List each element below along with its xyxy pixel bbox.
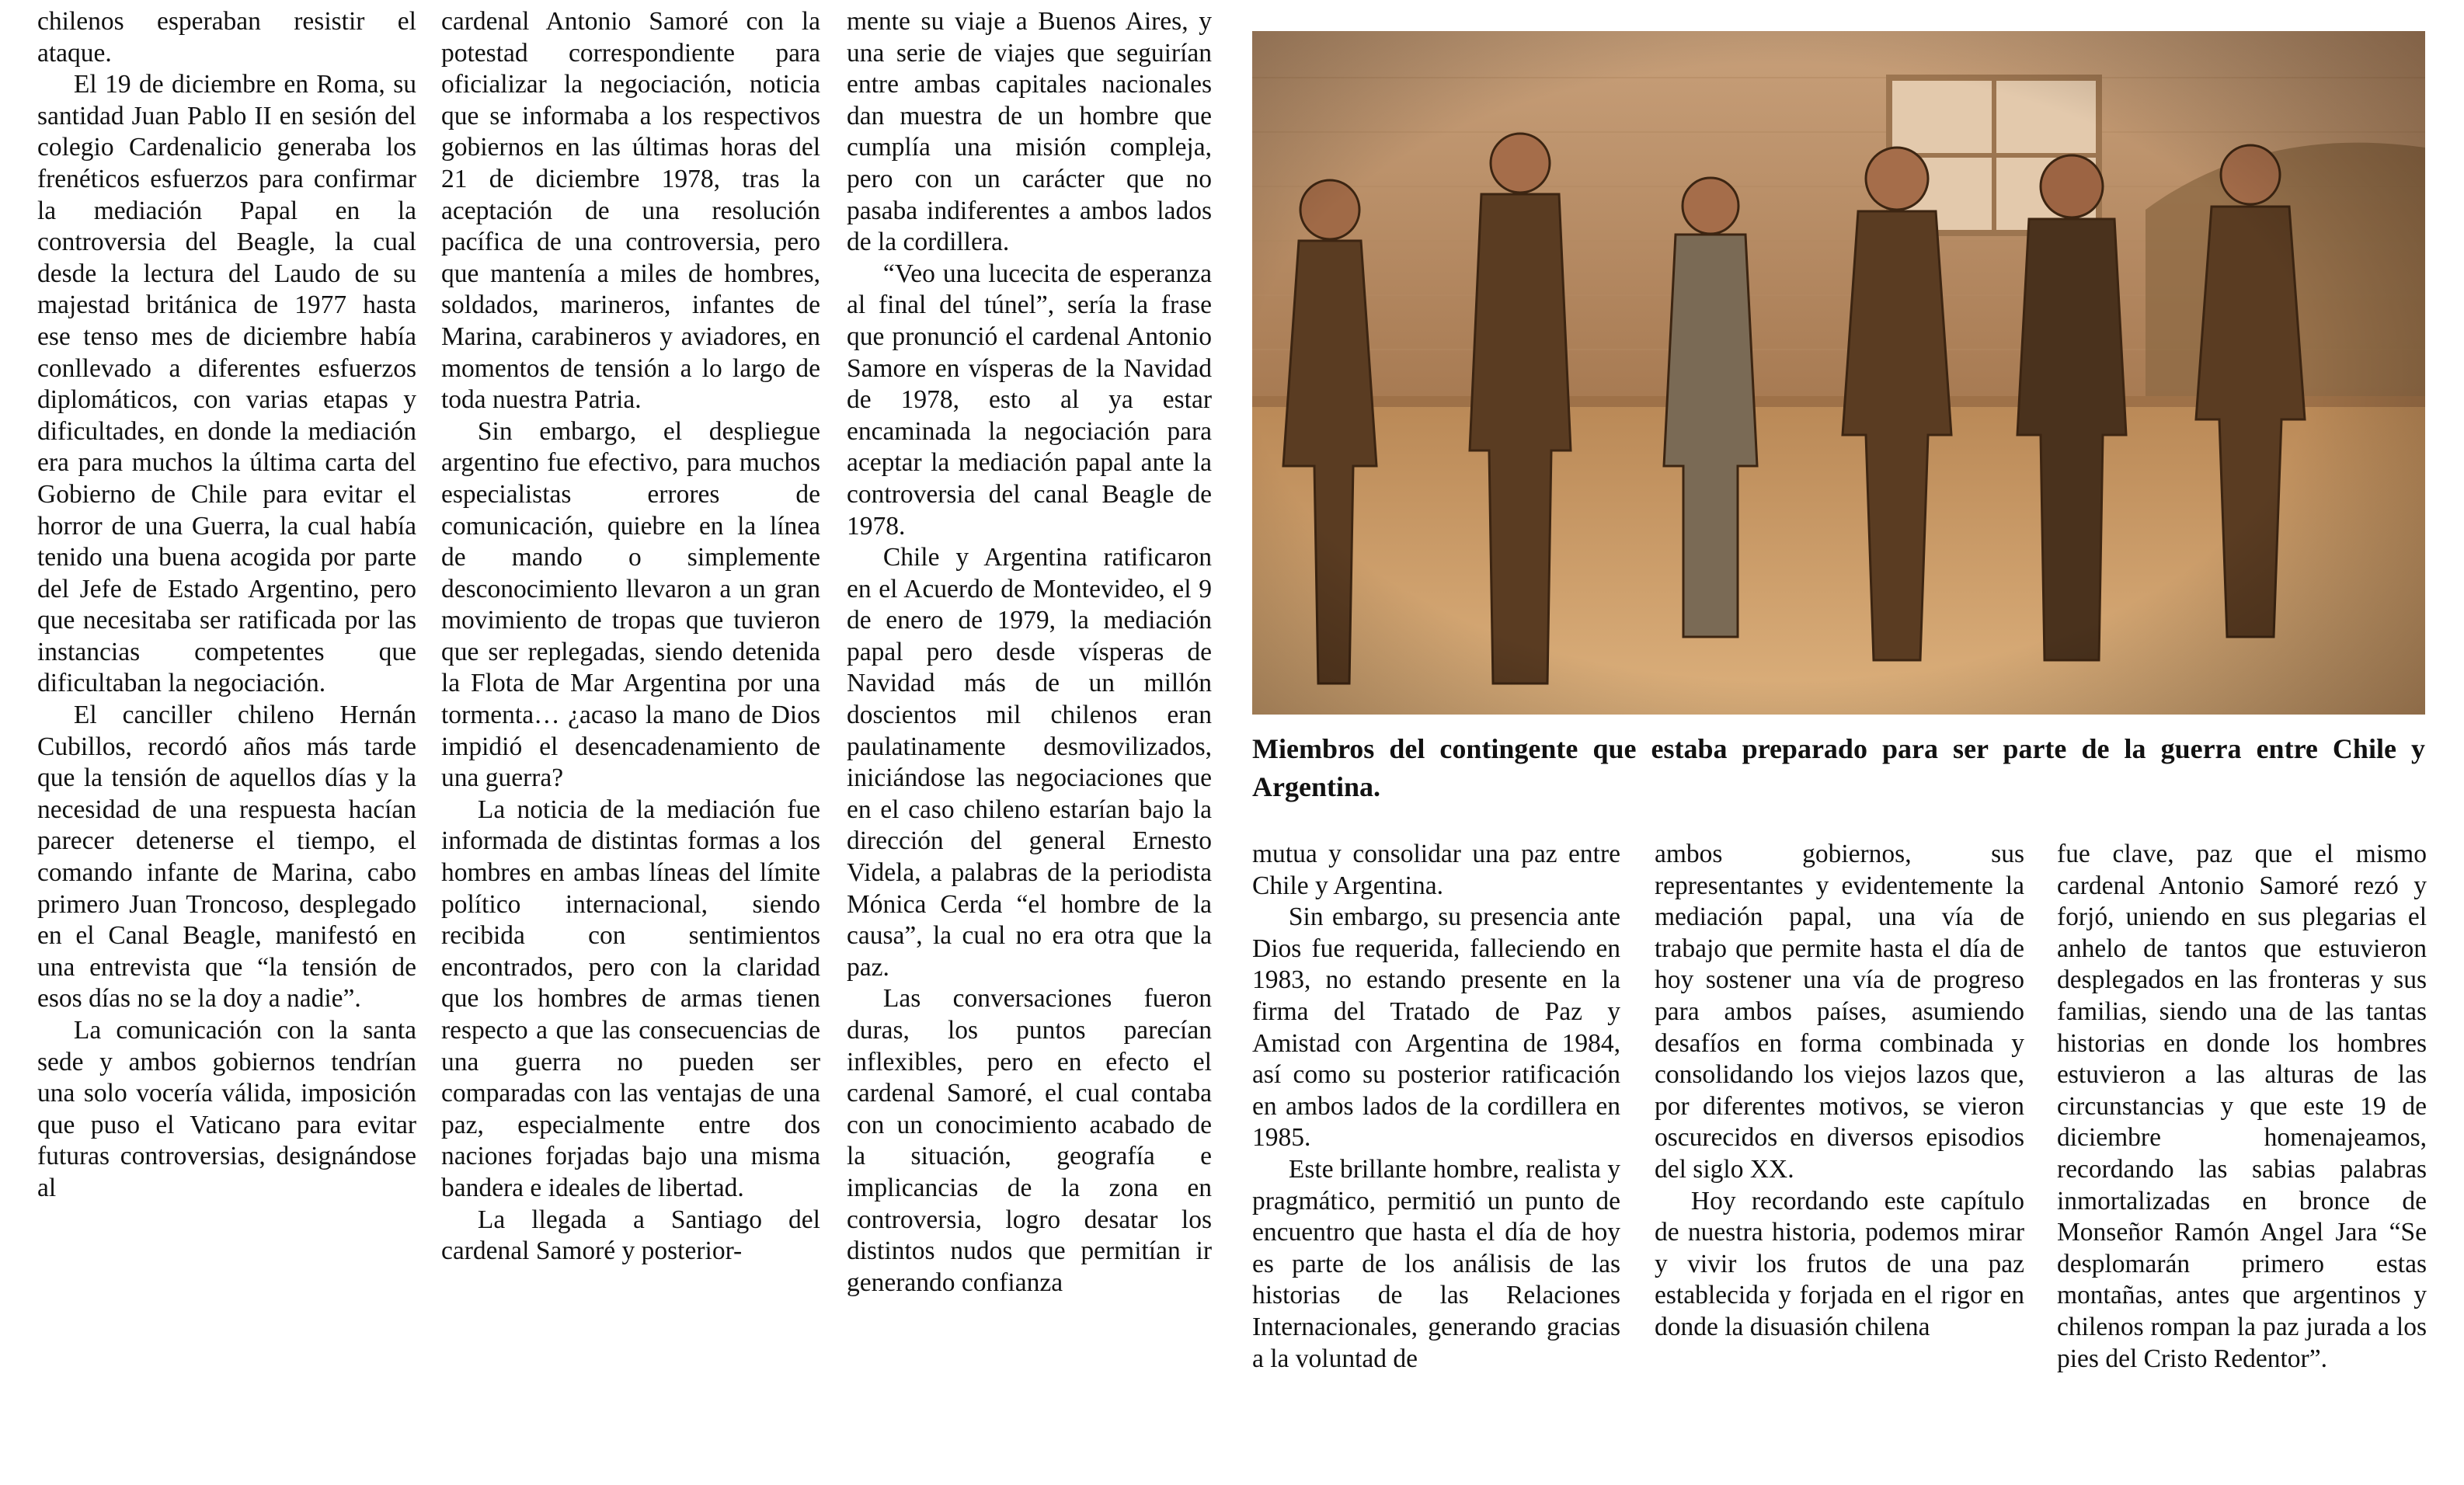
paragraph: El canciller chileno Hernán Cubillos, recordó años más tarde que la tensión de aquellos días y la necesidad de una respuesta hacían parecer detenerse el tiempo, el comando infante de Marina, cabo primero Juan Troncoso, desplegado en el Canal Beagle, manifestó en una entrevista que “la tensión de esos días no se la doy a nadie”. <box>37 701 416 1014</box>
photo-caption: Miembros del contingente que estaba preparado para ser parte de la guerra entre Chile y Argentina. <box>1252 733 2425 802</box>
paragraph: Chile y Argentina ratificaron en el Acuerdo de Montevideo, el 9 de enero de 1979, la mediación papal pero desde vísperas de Navidad más de un millón doscientos mil chilenos eran paulatinamente desmovilizados, iniciándose las negociaciones que en el caso chileno estarían bajo la dirección del general Ernesto Videla, a palabras de la periodista Mónica Cerda “el hombre de la causa”, la cual no era otra que la paz. <box>847 543 1212 982</box>
article-column-1 <box>37 6 416 1205</box>
paragraph: Hoy recordando este capítulo de nuestra historia, podemos mirar y vivir los frutos de una paz establecida y forjada en el rigor en donde la disuasión chilena <box>1655 1186 2024 1341</box>
paragraph: El 19 de diciembre en Roma, su santidad Juan Pablo II en sesión del colegio Cardenalicio generaba los frenéticos esfuerzos para confirmar la mediación Papal en la controversia del Beagle, la cual desde la lectura del Laudo de su majestad británica de 1977 hasta ese tenso mes de diciembre había conllevado a diferentes esfuerzos diplomáticos, con varias etapas y dificultades, en donde la mediación era para muchos la última carta del Gobierno de Chile para evitar el horror de una Guerra, la cual había tenido una buena acogida por parte del Jefe de Estado Argentino, pero que necesitaba ser ratificada por las instancias competentes que dificultaban la negociación. <box>37 70 416 698</box>
paragraph: La noticia de la mediación fue informada de distintas formas a los hombres en ambas líneas del límite político internacional, siendo recibida con sentimientos encontrados, pero con la claridad que los hombres de armas tienen respecto a que las consecuencias de una guerra no pueden ser comparadas con las ventajas de una paz, especialmente entre dos naciones forjadas bajo una misma bandera e ideales de libertad. <box>441 795 820 1202</box>
paragraph: Sin embargo, su presencia ante Dios fue requerida, falleciendo en 1983, no estando presente en la firma del Tratado de Paz y Amistad con Argentina de 1984, así como su posterior ratificación en ambos lados de la cordillera en 1985. <box>1252 902 1620 1153</box>
paragraph: La llegada a Santiago del cardenal Samoré y posterior- <box>441 1205 820 1266</box>
paragraph: mutua y consolidar una paz entre Chile y Argentina. <box>1252 840 1620 900</box>
article-column-6 <box>2057 839 2427 1375</box>
paragraph: La comunicación con la santa sede y ambos gobiernos tendrían una solo vocería válida, imposición que puso el Vaticano para evitar futuras controversias, designándose al <box>37 1016 416 1202</box>
paragraph: chilenos esperaban resistir el ataque. <box>37 7 416 68</box>
paragraph: mente su viaje a Buenos Aires, y una serie de viajes que seguirían entre ambas capitales nacionales dan muestra de un hombre que cumplía una misión compleja, pero con un carácter que no pasaba indiferentes a ambos lados de la cordillera. <box>847 7 1212 257</box>
article-column-5 <box>1655 839 2024 1344</box>
paragraph: “Veo una lucecita de esperanza al final del túnel”, sería la frase que pronunció el cardenal Antonio Samore en vísperas de la Navidad de 1978, esto al ya estar encaminada la negociación para aceptar la mediación papal ante la controversia del canal Beagle de 1978. <box>847 259 1212 541</box>
paragraph: ambos gobiernos, sus representantes y evidentemente la mediación papal, una vía de trabajo que permite hasta el día de hoy sostener una vía de progreso para ambos países, asumiendo desafíos en forma combinada y consolidando los viejos lazos que, por diferentes motivos, se vieron oscurecidos en diversos episodios del siglo XX. <box>1655 840 2024 1184</box>
article-column-2 <box>441 6 820 1268</box>
paragraph: Sin embargo, el despliegue argentino fue efectivo, para muchos especialistas errores de comunicación, quiebre en la línea de mando o simplemente desconocimiento llevaron a un gran movimiento de tropas que tuvieron que ser replegadas, siendo detenida la Flota de Mar Argentina por una tormenta… ¿acaso la mano de Dios impidió el desencadenamiento de una guerra? <box>441 416 820 793</box>
article-column-4 <box>1252 839 1620 1375</box>
soldiers-photo-illustration <box>1252 31 2425 715</box>
paragraph: cardenal Antonio Samoré con la potestad correspondiente para oficializar la negociación, noticia que se informaba a los respectivos gobiernos en las últimas horas del 21 de diciembre 1978, tras la aceptación de una resolución pacífica de una controversia, pero que mantenía a miles de hombres, soldados, marineros, infantes de Marina, carabineros y aviadores, en momentos de tensión a lo largo de toda nuestra Patria. <box>441 7 820 415</box>
soldiers-photo <box>1252 31 2425 715</box>
paragraph: fue clave, paz que el mismo cardenal Antonio Samoré rezó y forjó, uniendo en sus plegarias el anhelo de tantos que estuvieron desplegados en las fronteras y sus familias, siendo una de las tantas historias en donde los hombres estuvieron a las alturas de las circunstancias y que este 19 de diciembre homenajeamos, recordando las sabias palabras inmortalizadas en bronce de Monseñor Ramón Angel Jara “Se desplomarán primero estas montañas, antes que argentinos y chilenos rompan la paz jurada a los pies del Cristo Redentor”. <box>2057 840 2427 1373</box>
paragraph: Las conversaciones fueron duras, los puntos parecían inflexibles, pero en efecto el cardenal Samoré, el cual contaba con un conocimiento acabado de la situación, geografía e implicancias de la zona en controversia, logro desatar los distintos nudos que permitían ir generando confianza <box>847 984 1212 1297</box>
article-column-3 <box>847 6 1212 1299</box>
paragraph: Este brillante hombre, realista y pragmático, permitió un punto de encuentro que hasta el día de hoy es parte de los análisis de las historias de las Relaciones Internacionales, generando gracias a la voluntad de <box>1252 1154 1620 1373</box>
